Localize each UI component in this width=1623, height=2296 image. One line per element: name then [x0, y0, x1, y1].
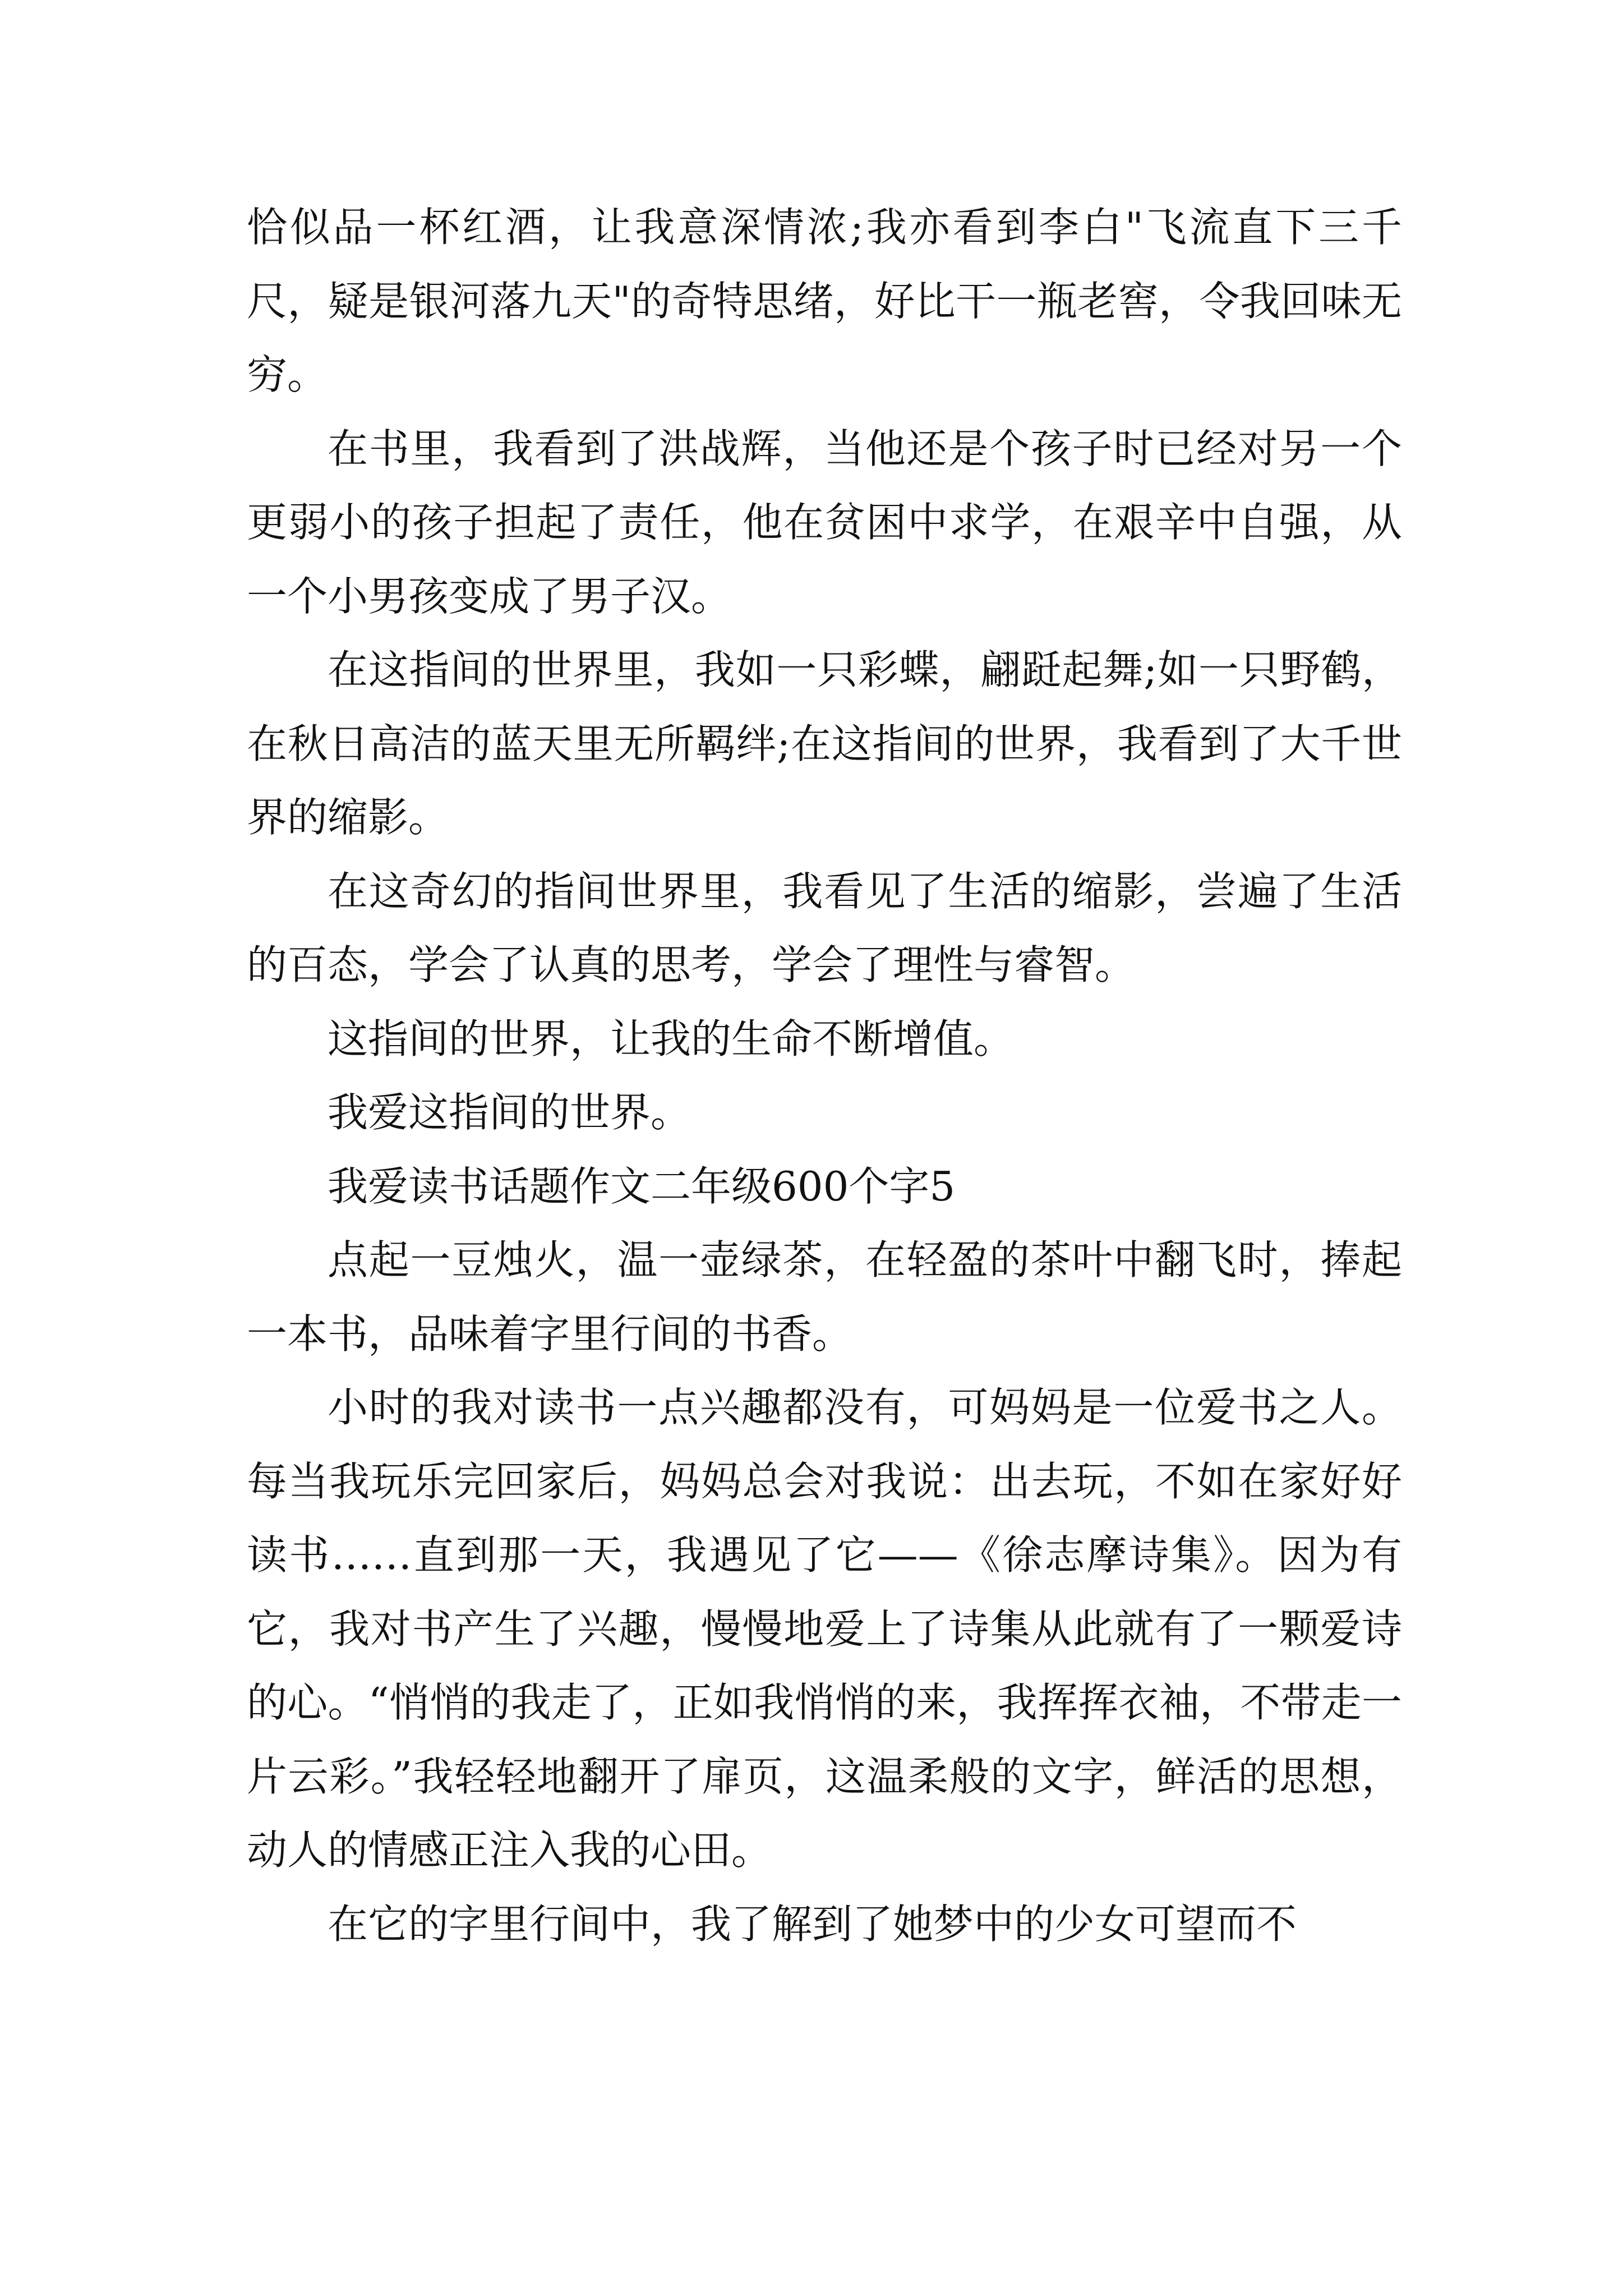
- essay-title: 我爱读书话题作文二年级600个字5: [328, 1162, 956, 1210]
- paragraph-5: 这指间的世界，让我的生命不断增值。: [328, 1015, 1015, 1062]
- paragraph-3: 在这指间的世界里，我如一只彩蝶，翩跹起舞;如一只野鹤，在秋日高洁的蓝天里无所羁绊;在这指间的世界，我看到了大千世界的缩影。: [247, 646, 1402, 841]
- paragraph-8: 小时的我对读书一点兴趣都没有，可妈妈是一位爱书之人。每当我玩乐完回家后，妈妈总会对我说：出去玩，不如在家好好读书……直到那一天，我遇见了它——《徐志摩诗集》。因为有它，我对书产生了兴趣，慢慢地爱上了诗集从此就有了一颗爱诗的心。“悄悄的我走了，正如我悄悄的来，我挥挥衣袖，不带走一片云彩。”我轻轻地翻开了扉页，这温柔般的文字，鲜活的思想，动人的情感正注入我的心田。: [247, 1384, 1402, 1874]
- paragraph-9: 在它的字里行间中，我了解到了她梦中的少女可望而不: [328, 1900, 1297, 1948]
- paragraph-1: 恰似品一杯红酒，让我意深情浓;我亦看到李白"飞流直下三千尺，疑是银河落九天"的奇特思绪，好比干一瓶老窖，令我回味无穷。: [247, 204, 1402, 398]
- paragraph-4: 在这奇幻的指间世界里，我看见了生活的缩影，尝遍了生活的百态，学会了认真的思考，学会了理性与睿智。: [247, 867, 1402, 988]
- paragraph-2: 在书里，我看到了洪战辉，当他还是个孩子时已经对另一个更弱小的孩子担起了责任，他在贫困中求学，在艰辛中自强，从一个小男孩变成了男子汉。: [247, 425, 1402, 620]
- paragraph-7: 点起一豆烛火，温一壶绿茶，在轻盈的茶叶中翻飞时，捧起一本书，品味着字里行间的书香。: [247, 1236, 1402, 1358]
- paragraph-6: 我爱这指间的世界。: [328, 1089, 691, 1136]
- text-column: [247, 191, 1402, 1961]
